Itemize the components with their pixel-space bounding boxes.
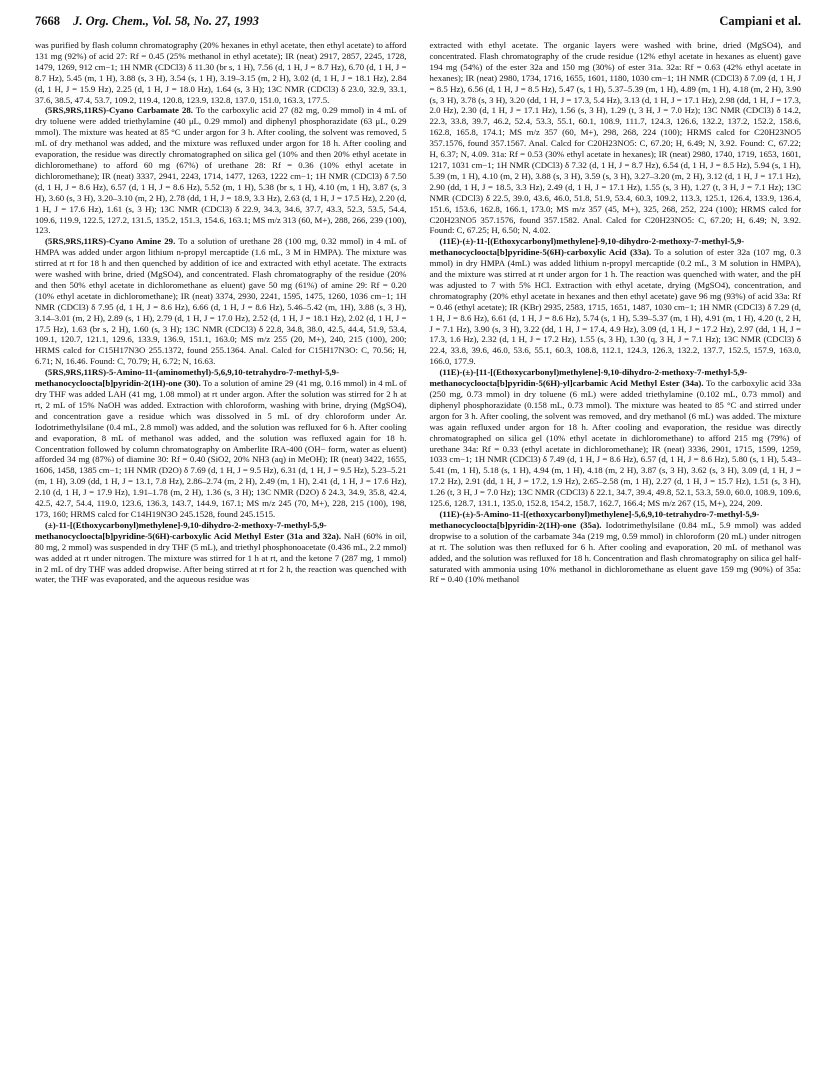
paragraph xyxy=(430,40,802,236)
two-column-body xyxy=(35,40,801,585)
paragraph xyxy=(430,509,802,585)
paragraph-text: was purified by flash column chromatography (20% hexanes in ethyl acetate, then ethyl acetate) to afford 131 mg (92%) of acid 27: Rf = 0.45 (25% methanol in ethyl acetate); IR (neat) 2917, 2857, 2245, 1728, 1479, 1269, 912 cm−1; 1H NMR (CDCl3) δ 11.30 (br s, 1 H), 7.56 (d, 1 H, J = 8.7 Hz), 6.70 (d, 1 H, J = 8.7 Hz), 5.45 (m, 1 H), 3.88 (s, 3 H), 3.54 (s, 1 H), 3.19–3.15 (m, 2 H), 3.02 (d, 1 H, J = 18.1 Hz), 2.84 (d, 1 H, J = 15.9 Hz), 2.25 (d, 1 H, J = 18.0 Hz), 1.64 (s, 3 H); 13C NMR (CDCl3) δ 23.0, 32.9, 33.1, 37.6, 38.5, 47.4, 53.7, 109.2, 119.4, 120.8, 123.9, 132.8, 137.0, 151.0, 163.3, 177.5. xyxy=(35,40,407,105)
paragraph-text: To a solution of amine 29 (41 mg, 0.16 mmol) in 4 mL of dry THF was added LAH (41 mg, 1.08 mmol) at rt under argon. After the solution was stirred for 2 h at rt, 2 mL of 15% NaOH was added. Extraction with chloroform, washing with brine, drying (MgSO4), and concentration gave a residue which was dissolved in 5 mL of dry chloroform under Ar. Iodotrimethylsilane (0.4 mL, 2.8 mmol) was added, and the solution was refluxed for 6 h. After cooling and evaporation, 8 mL of methanol was added, and the solution was refluxed again for 18 h. Concentration followed by column chromatography on Amberlite IRA-400 (OH− form, water as eluent) afforded 34 mg (87%) of diamine 30: Rf = 0.40 (SiO2, 20% NH3 (aq) in MeOH); IR (neat) 3422, 1655, 1606, 1458, 1385 cm−1; 1H NMR (D2O) δ 7.69 (d, 1 H, J = 9.5 Hz), 6.31 (d, 1 H, J = 9.5 Hz), 5.23–5.21 (m, 1 H), 3.09 (dd, 1 H, J = 13.1, 7.8 Hz), 2.86–2.74 (m, 2 H), 2.49 (m, 1 H), 2.41 (d, 1 H, J = 17.6 Hz), 2.10 (d, 1 H, J = 17.9 Hz), 1.91–1.78 (m, 2 H), 1.36 (s, 3 H); 13C NMR (D2O) δ 24.3, 34.9, 35.8, 42.4, 42.5, 42.7, 54.4, 119.0, 123.6, 136.3, 143.7, 144.9, 167.1; MS m/z 245 (70, M+), 228, 215 (100), 198, 173, 160; HRMS calcd for C14H19N3O 245.1528, found 245.1515. xyxy=(35,378,407,519)
paragraph-text: To a solution of ester 32a (107 mg, 0.3 mmol) in dry HMPA (4mL) was added lithium n-propyl mercaptide (0.2 mL, 3 M solution in HMPA), and the mixture was stirred at rt under argon for 1 h. The reaction was quenched with water, and the pH was adjusted to 7 with 5% HCl. Extraction with ethyl acetate, drying (MgSO4), concentration, and chromatography (20% ethyl acetate in hexanes and then ethyl acetate) gave 96 mg (93%) of acid 33a: Rf = 0.46 (ethyl acetate); IR (KBr) 2935, 2583, 1715, 1651, 1487, 1030 cm−1; 1H NMR (CDCl3) δ 7.29 (d, 1 H, J = 8.6 Hz), 6.61 (d, 1 H, J = 8.6 Hz), 5.74 (s, 1 H), 5.39–5.37 (m, 1 H), 4.91 (m, 1 H), 4.20 (t, 2 H, J = 7.1 Hz), 3.90 (s, 3 H), 3.22 (dd, 1 H, J = 17.4, 4.9 Hz), 3.09 (d, 1 H, J = 17.2 Hz), 2.97 (dd, 1 H, J = 17.3, 1.6 Hz), 2.32 (d, 1 H, J = 17.2 Hz), 1.55 (s, 3 H), 1.30 (q, 3 H, J = 7.1 Hz); 13C NMR (CDCl3) δ 22.4, 33.8, 39.6, 46.0, 53.6, 55.1, 60.3, 108.8, 112.1, 124.3, 126.3, 132.2, 137.7, 152.5, 157.9, 163.0, 166.0, 177.9. xyxy=(429,247,801,367)
compound-heading: (5RS,9RS,11RS)-Cyano Amine 29. xyxy=(45,236,176,247)
paragraph xyxy=(35,105,407,236)
paragraph xyxy=(35,236,407,367)
compound-heading: (5RS,9RS,11RS)-5-Amino-11-(aminomethyl)-5,6,9,10-tetrahydro-7-methyl-5,9-methanocycloocta[b]pyridin-2(1H)-one (30). xyxy=(35,367,340,389)
paragraph-text: To a solution of urethane 28 (100 mg, 0.32 mmol) in 4 mL of HMPA was added under argon lithium n-propyl mercaptide (1.6 mL, 3 M in HMPA). The mixture was stirred at rt for 18 h and then quenched by addition of ice and extracted with ethyl acetate. The extracts were washed with brine, dried (MgSO4), and concentrated. Flash chromatography of the residue (20% and then 50% ethyl acetate in dichloromethane as eluent) gave 50 mg (61%) of amine 29: Rf = 0.20 (10% ethyl acetate in dichloromethane); IR (neat) 3374, 2930, 2241, 1595, 1475, 1260, 1036 cm−1; 1H NMR (CDCl3) δ 7.95 (d, 1 H, J = 8.6 Hz), 6.66 (d, 1 H, J = 8.6 Hz), 5.46–5.42 (m, 1H), 3.88 (s, 3 H), 3.14–3.01 (m, 2 H), 2.89 (s, 1 H), 2.79 (d, 1 H, J = 17.0 Hz), 2.52 (d, 1 H, J = 18.1 Hz), 2.02 (d, 1 H, J = 17.5 Hz), 1.63 (br s, 2 H), 1.60 (s, 3 H); 13C NMR (CDCl3) δ 22.8, 34.8, 38.0, 42.5, 44.4, 51.9, 53.4, 109.1, 120.7, 121.1, 129.6, 133.9, 136.9, 151.1, 163.0; MS m/z 255 (20, M+), 240, 215 (100), 200; HRMS calcd for C15H17N3O 255.1372, found 255.1364. Anal. Calcd for C15H17N3O: C, 70.56; H, 6.71; N, 16.46. Found: C, 70.79; H, 6.72; N, 16.63. xyxy=(35,236,407,367)
right-column xyxy=(430,40,802,585)
paragraph xyxy=(35,40,407,105)
paragraph-text: To the carboxylic acid 27 (82 mg, 0.29 mmol) in 4 mL of dry toluene were added triethylamine (40 μL, 0.29 mmol) and diphenyl phosphorazidate (63 μL, 0.29 mmol). The mixture was heated at 85 °C under argon for 3 h. After cooling, the solvent was removed, 5 mL of dry methanol was added, and the mixture was refluxed under argon for 18 h. After cooling and evaporation, the residue was directly chromatographed on silica gel (10% and then 20% ethyl acetate in dichloromethane) to afford 60 mg (67%) of urethane 28: Rf = 0.36 (10% ethyl acetate in dichloromethane); IR (neat) 3337, 2941, 2243, 1714, 1477, 1263, 1222 cm−1; 1H NMR (CDCl3) δ 7.50 (d, 1 H, J = 8.6 Hz), 6.57 (d, 1 H, J = 8.6 Hz), 5.52 (m, 1 H), 5.38 (br s, 1 H), 4.10 (m, 1 H), 3.87 (s, 3 H), 3.60 (s, 3 H), 3.20–3.10 (m, 2 H), 2.78 (dd, 1 H, J = 18.9, 3.3 Hz), 2.63 (d, 1 H, J = 17.5 Hz), 2.20 (d, 1 H, J = 17.6 Hz), 1.61 (s, 3 H); 13C NMR (CDCl3) δ 22.9, 34.3, 34.6, 37.7, 43.3, 52.3, 53.5, 54.4, 109.6, 119.9, 122.5, 127.2, 131.5, 135.2, 151.3, 154.6, 163.1; MS m/z 313 (60, M+), 288, 266, 239 (100), 123. xyxy=(35,105,407,236)
paragraph-text: Iodotrimethylsilane (0.84 mL, 5.9 mmol) was added dropwise to a solution of the carbamate 34a (219 mg, 0.59 mmol) in chloroform (20 mL) under nitrogen at rt. The solution was then refluxed for 6 h. After cooling and evaporation, 20 mL of methanol was added, and the solution was refluxed for 18 h. Concentration and flash chromatography on silica gel half-saturated with ammonia using 10% methanol in dichloromethane as eluent gave 159 mg (90%) of 35a: Rf = 0.40 (10% methanol xyxy=(429,519,801,585)
paragraph xyxy=(35,520,407,585)
paragraph xyxy=(35,367,407,520)
compound-heading: (11E)-(±)-5-Amino-11-[(ethoxycarbonyl)methylene]-5,6,9,10-tetrahydro-7-methyl-5,9-methanocycloocta[b]pyridin-2(1H)-one (35a). xyxy=(429,508,760,530)
compound-heading: (11E)-(±)-11-[(Ethoxycarbonyl)methylene]-9,10-dihydro-2-methoxy-7-methyl-5,9-methanocycloocta[b]pyridine-5(6H)-carboxylic Acid (33a). xyxy=(429,236,745,258)
paragraph-text: To the carboxylic acid 33a (250 mg, 0.73 mmol) in dry toluene (6 mL) were added triethylamine (0.102 mL, 0.73 mmol) and diphenyl phosphorazidate (0.158 mL, 0.73 mmol). The mixture was heated to 85 °C and stirred under argon for 3 h. After cooling, the solvent was removed, and dry methanol (6 mL) was added. The mixture was again refluxed under argon for 18 h. After cooling and evaporation, the residue was directly chromatographed on silica gel (10% ethyl acetate in dichloromethane) to afford 215 mg (79%) of urethane 34a: Rf = 0.33 (ethyl acetate in dichloromethane); IR (neat) 3336, 2901, 1715, 1599, 1259, 1033 cm−1; 1H NMR (CDCl3) δ 7.49 (d, 1 H, J = 8.6 Hz), 6.57 (d, 1 H, J = 8.6 Hz), 5.80 (s, 1 H), 5.43–5.41 (m, 1 H), 5.18 (s, 1 H), 4.94 (m, 1 H), 4.18 (m, 2 H), 3.87 (s, 3 H), 3.62 (s, 3 H), 3.09 (d, 1 H, J = 17.2 Hz), 2.91 (dd, 1 H, J = 17.2, 1.9 Hz), 2.65–2.58 (m, 1 H), 2.27 (d, 1 H, J = 15.7 Hz), 1.51 (s, 3 H), 1.26 (t, 3 H, J = 7.0 Hz); 13C NMR (CDCl3) δ 22.1, 34.7, 39.4, 49.8, 52.1, 53.3, 59.0, 60.0, 108.9, 109.6, 125.6, 128.7, 131.1, 135.0, 152.8, 154.2, 158.7, 162.7, 166.4; MS m/z 267 (15, M+), 224, 209. xyxy=(429,378,802,509)
paragraph xyxy=(430,367,802,509)
compound-heading: (5RS,9RS,11RS)-Cyano Carbamate 28. xyxy=(45,105,193,116)
paragraph xyxy=(430,236,802,367)
compound-heading: (11E)-(±)-[11-[(Ethoxycarbonyl)methylene]-9,10-dihydro-2-methoxy-7-methyl-5,9-methanocycloocta[b]pyridin-5(6H)-yl]carbamic Acid Methyl Ester (34a). xyxy=(429,367,748,389)
running-author: Campiani et al. xyxy=(719,14,801,28)
left-column xyxy=(35,40,407,585)
page-header xyxy=(35,14,801,36)
compound-heading: (±)-11-[(Ethoxycarbonyl)methylene]-9,10-dihydro-2-methoxy-7-methyl-5,9-methanocycloocta[b]pyridine-5(6H)-carboxylic Acid Methyl Ester (31a and 32a). xyxy=(35,519,342,541)
header-left xyxy=(35,14,259,29)
paragraph-text: NaH (60% in oil, 80 mg, 2 mmol) was suspended in dry THF (5 mL), and triethyl phosphonoacetate (0.436 mL, 2.2 mmol) was added at rt under nitrogen. The mixture was stirred for 1 h at rt, and the ketone 7 (287 mg, 1 mmol) in 2 mL of dry THF was added dropwise. After being stirred at rt for 2 h, the reaction was quenched with water, the THF was evaporated, and the aqueous residue was xyxy=(35,530,407,585)
paragraph-text: extracted with ethyl acetate. The organic layers were washed with brine, dried (MgSO4), and concentrated. Flash chromatography of the crude residue (12% ethyl acetate in hexanes as eluent) gave 194 mg (54%) of the ester 32a and 150 mg (30%) of ester 31a. 32a: Rf = 0.63 (42% ethyl acetate in hexanes); IR (neat) 2980, 1734, 1716, 1655, 1601, 1180, 1030 cm−1; 1H NMR (CDCl3) δ 7.09 (d, 1 H, J = 8.5 Hz), 6.56 (d, 1 H, J = 8.5 Hz), 5.47 (s, 1 H), 5.37–5.39 (m, 1 H), 4.89 (m, 1 H), 4.18 (m, 2 H), 3.90 (s, 3 H), 3.78 (s, 3 H), 3.20 (dd, 1 H, J = 17.3, 5.4 Hz), 3.13 (d, 1 H, J = 17.1 Hz), 2.98 (dd, 1 H, J = 17.3, 2.0 Hz), 2.30 (d, 1 H, J = 17.1 Hz), 1.56 (s, 3 H), 1.29 (t, 3 H, J = 7.0 Hz); 13C NMR (CDCl3) δ 14.2, 22.3, 33.8, 39.7, 46.2, 52.4, 53.3, 55.1, 60.1, 108.9, 111.7, 124.3, 126.6, 132.2, 137.2, 152.2, 158.6, 162.8, 165.8, 174.1; MS m/z 357 (60, M+), 298, 268, 224 (100); HRMS calcd for C20H23NO5 357.1576, found 357.1567. Anal. Calcd for C20H23NO5: C, 67.20; H, 6.49; N, 3.92. Found: C, 67.22; H, 6.37; N, 4.09. 31a: Rf = 0.53 (30% ethyl acetate in hexanes); IR (neat) 2980, 1740, 1719, 1653, 1601, 1217, 1031 cm−1; 1H NMR (CDCl3) δ 7.32 (d, 1 H, J = 8.7 Hz), 6.54 (d, 1 H, J = 8.5 Hz), 5.94 (s, 1 H), 5.39 (m, 1 H), 4.10 (m, 2 H), 3.88 (s, 3 H), 3.59 (s, 3 H), 3.27–3.20 (m, 2 H), 3.12 (d, 1 H, J = 17.1 Hz), 2.90 (dd, 1 H, J = 18.5, 3.3 Hz), 2.49 (d, 1 H, J = 17.1 Hz), 1.55 (s, 3 H), 1.27 (t, 3 H, J = 7.1 Hz); 13C NMR (CDCl3) δ 22.5, 39.0, 43.6, 46.0, 51.8, 51.9, 53.4, 60.3, 109.2, 113.3, 125.1, 126.4, 133.9, 136.4, 151.6, 153.6, 162.8, 166.1, 173.0; MS m/z 357 (45, M+), 325, 268, 252, 224 (100); HRMS calcd for C20H23NO5 357.1576, found 357.1582. Anal. Calcd for C20H23NO5: C, 67.20; H, 6.49; N, 3.92. Found: C, 67.25; H, 6.50; N, 4.02. xyxy=(429,40,801,236)
page-number: 7668 xyxy=(35,14,60,28)
journal-citation: J. Org. Chem., Vol. 58, No. 27, 1993 xyxy=(73,14,259,28)
